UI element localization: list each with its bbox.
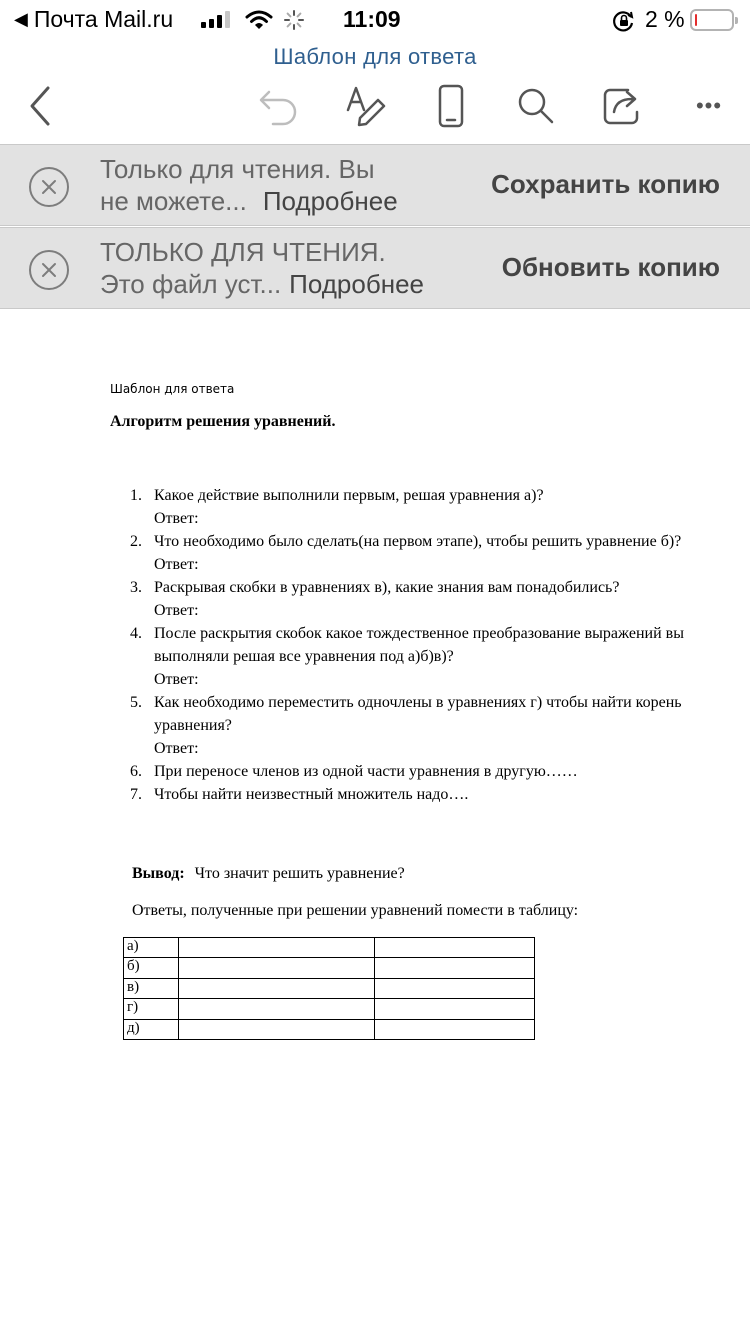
banner-message [100, 153, 470, 217]
close-icon [41, 179, 57, 195]
row-label: б) [124, 958, 179, 978]
question-text: После раскрытия скобок какое тождественное преобразование выражений вы выполняли решая все уравнения под а)б)в)? [154, 625, 684, 665]
table-row [124, 958, 535, 978]
answers-table [123, 937, 535, 1040]
table-row [124, 978, 535, 998]
answer-label: Ответ: [154, 740, 199, 757]
row-label: а) [124, 938, 179, 958]
list-item: 7. Чтобы найти неизвестный множитель надо…. [130, 786, 469, 803]
row-label: д) [124, 1019, 179, 1039]
table-cell [375, 999, 535, 1019]
undo-icon [257, 86, 301, 126]
phone-view-button[interactable] [425, 80, 477, 132]
back-to-app[interactable] [14, 6, 173, 33]
edit-text-button[interactable] [340, 80, 392, 132]
phone-view-icon [436, 84, 466, 128]
back-app-label: Почта Mail.ru [33, 6, 174, 32]
table-cell [179, 999, 375, 1019]
document-title: Шаблон для ответа [273, 44, 477, 69]
list-item: 5. Как необходимо переместить одночлены в уравнениях г) чтобы найти корень уравнения? Ответ: [130, 691, 700, 760]
document-heading: Алгоритм решения уравнений. [110, 413, 336, 430]
banner-more-link[interactable]: Подробнее [262, 186, 398, 216]
table-instruction: Ответы, полученные при решении уравнений помести в таблицу: [132, 902, 579, 919]
more-icon: ••• [695, 93, 723, 118]
banner-line-1: ТОЛЬКО ДЛЯ ЧТЕНИЯ. [100, 237, 386, 267]
toolbar [0, 74, 750, 134]
search-icon [516, 86, 556, 126]
table-cell [179, 958, 375, 978]
conclusion-text: Что значит решить уравнение? [194, 865, 405, 882]
table-row [124, 938, 535, 958]
conclusion [132, 865, 405, 883]
update-copy-button[interactable]: Обновить копию [501, 252, 720, 282]
banner-line-2: не можете... [100, 186, 247, 216]
search-button[interactable] [510, 80, 562, 132]
undo-button[interactable] [253, 80, 305, 132]
table-cell [375, 958, 535, 978]
banner-line-2: Это файл уст... [100, 269, 282, 299]
wifi-icon [245, 9, 273, 36]
table-cell [375, 938, 535, 958]
question-text: Раскрывая скобки в уравнениях в), какие знания вам понадобились? [154, 579, 620, 596]
question-text: Чтобы найти неизвестный множитель надо…. [154, 786, 469, 803]
banner-line-1: Только для чтения. Вы [100, 154, 375, 184]
banner-more-link[interactable]: Подробнее [289, 269, 425, 299]
battery-level [695, 14, 697, 26]
question-list [130, 484, 700, 806]
banner-close-button[interactable] [29, 250, 69, 290]
list-item: 1. Какое действие выполнили первым, решая уравнения а)? Ответ: [130, 484, 700, 530]
banner-close-button[interactable] [29, 167, 69, 207]
back-triangle-icon: ◀ [14, 9, 28, 29]
read-only-banner [0, 144, 750, 226]
question-text: Какое действие выполнили первым, решая уравнения а)? [154, 487, 544, 504]
battery-percent: 2 % [645, 6, 685, 32]
answer-label: Ответ: [154, 510, 199, 527]
save-copy-button[interactable]: Сохранить копию [491, 169, 720, 199]
table-cell [179, 1019, 375, 1039]
banner-message [100, 236, 470, 300]
question-text: При переносе членов из одной части уравнения в другую…… [154, 763, 578, 780]
table-cell [375, 978, 535, 998]
list-item: 6. При переносе членов из одной части уравнения в другую…… [130, 763, 578, 780]
list-item: 4. После раскрытия скобок какое тождественное преобразование выражений вы выполняли решая все уравнения под а)б)в)? Ответ: [130, 622, 700, 691]
answer-label: Ответ: [154, 602, 199, 619]
activity-spinner-icon [283, 9, 305, 36]
back-icon [26, 84, 56, 128]
share-icon [602, 86, 644, 126]
read-only-banner-2 [0, 227, 750, 309]
table-cell [375, 1019, 535, 1039]
close-icon [41, 262, 57, 278]
conclusion-label: Вывод: [132, 865, 185, 882]
more-button[interactable] [683, 80, 735, 132]
signal-icon [201, 10, 230, 28]
table-row [124, 1019, 535, 1039]
edit-text-icon [344, 84, 388, 128]
status-bar [0, 0, 750, 42]
question-text: Что необходимо было сделать(на первом этапе), чтобы решить уравнение б)? [154, 533, 682, 550]
answer-label: Ответ: [154, 556, 199, 573]
question-text: Как необходимо переместить одночлены в уравнениях г) чтобы найти корень уравнения? [154, 694, 682, 734]
status-time: 11:09 [343, 6, 401, 32]
table-row [124, 999, 535, 1019]
row-label: в) [124, 978, 179, 998]
table-cell [179, 978, 375, 998]
row-label: г) [124, 999, 179, 1019]
page-header: Шаблон для ответа [110, 382, 235, 396]
list-item: 2. Что необходимо было сделать(на первом этапе), чтобы решить уравнение б)? Ответ: [130, 530, 700, 576]
rotation-lock-icon [612, 9, 636, 38]
share-button[interactable] [597, 80, 649, 132]
document-page [0, 310, 750, 1334]
battery-icon [690, 9, 734, 31]
answer-label: Ответ: [154, 671, 199, 688]
back-button[interactable] [15, 80, 67, 132]
list-item: 3. Раскрывая скобки в уравнениях в), какие знания вам понадобились? Ответ: [130, 576, 700, 622]
table-cell [179, 938, 375, 958]
